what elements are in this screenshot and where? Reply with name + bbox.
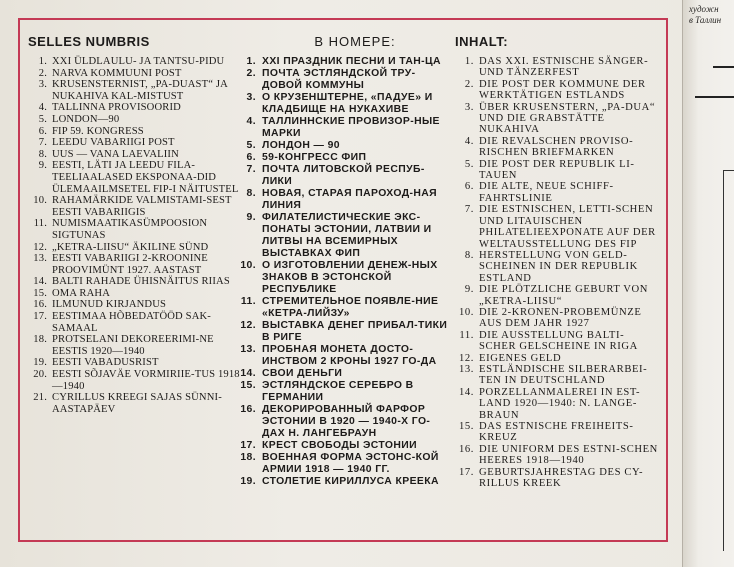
item-title: RAHAMÄRKIDE VALMISTAMI-SEST EESTI VABARIIGIS xyxy=(52,195,232,218)
item-title: ТАЛЛИННСКИЕ ПРОВИЗОР-НЫЕ МАРКИ xyxy=(262,116,440,139)
contents-item xyxy=(240,164,450,188)
contents-item xyxy=(28,56,243,68)
item-title: ЛОНДОН — 90 xyxy=(262,140,340,151)
contents-item xyxy=(240,296,450,320)
contents-item xyxy=(240,380,450,404)
item-title: ÜBER KRUSENSTERN, „PA-DUA“ UND DIE GRABSTÄTTE NUKAHIVA xyxy=(479,101,656,136)
item-title: EESTI VABADUSRIST xyxy=(52,357,159,369)
item-title: HERSTELLUNG VON GELD-SCHEINEN IN DER REPUBLIK ESTLAND xyxy=(479,249,638,284)
item-title: BALTI RAHADE ÜHISNÄITUS RIIAS xyxy=(52,276,230,288)
contents-item xyxy=(240,452,450,476)
item-number: 17. xyxy=(240,440,256,451)
item-number: 12. xyxy=(33,241,47,253)
contents-item xyxy=(28,334,243,357)
item-number: 4. xyxy=(464,135,474,147)
item-number: 13. xyxy=(33,253,47,265)
contents-item xyxy=(28,137,243,149)
adjacent-page-text-line-2: в Таллин xyxy=(689,15,722,25)
item-number: 8. xyxy=(464,249,474,261)
item-number: 17. xyxy=(458,466,474,478)
contents-item xyxy=(28,288,243,300)
contents-list-estonian xyxy=(28,56,243,415)
contents-item xyxy=(240,116,450,140)
contents-item xyxy=(455,181,660,204)
item-title: EESTI, LÄTI JA LEEDU FILA-TEELIAALASED EKSPONAA-DID ÜLEMAAILMSETEL FIP-I NÄITUSTEL xyxy=(52,160,239,195)
item-number: 5. xyxy=(38,113,47,125)
item-title: ПОЧТА ЛИТОВСКОЙ РЕСПУБ-ЛИКИ xyxy=(262,164,425,187)
contents-item xyxy=(455,136,660,159)
contents-item xyxy=(240,260,450,296)
contents-item xyxy=(240,476,450,488)
adjacent-page-edge xyxy=(682,0,734,567)
item-title: FIP 59. KONGRESS xyxy=(52,125,144,137)
contents-item xyxy=(240,92,450,116)
contents-item xyxy=(28,126,243,138)
item-number: 5. xyxy=(246,140,256,151)
item-title: СТОЛЕТИЕ КИРИЛЛУСА КРЕЕКА xyxy=(262,476,439,487)
contents-list-russian xyxy=(240,56,450,488)
item-title: DIE REVALSCHEN PROVISO-RISCHEN BRIEFMARKEN xyxy=(479,135,634,159)
item-title: DIE ALTE, NEUE SCHIFF-FAHRTSLINIE xyxy=(479,181,614,204)
item-number: 16. xyxy=(240,404,256,415)
item-number: 3. xyxy=(464,101,474,113)
item-number: 18. xyxy=(240,452,256,463)
contents-item xyxy=(240,368,450,380)
item-title: ВЫСТАВКА ДЕНЕГ ПРИБАЛ-ТИКИ В РИГЕ xyxy=(262,320,448,343)
item-number: 5. xyxy=(464,158,474,170)
item-number: 1. xyxy=(246,56,256,67)
item-title: О КРУЗЕНШТЕРНЕ, «ПАДУЕ» И КЛАДБИЩЕ НА НУКАХИВЕ xyxy=(262,92,433,115)
item-title: LEEDU VABARIIGI POST xyxy=(52,137,175,149)
item-number: 14. xyxy=(458,386,474,398)
item-title: 59-КОНГРЕСС ФИП xyxy=(262,152,367,163)
item-number: 15. xyxy=(33,287,47,299)
item-title: DIE 2-KRONEN-PROBEMÜNZE AUS DEM JAHR 1927 xyxy=(479,306,642,330)
contents-item xyxy=(455,307,660,330)
contents-item xyxy=(28,149,243,161)
item-number: 8. xyxy=(38,148,47,160)
contents-item xyxy=(28,242,243,254)
contents-item xyxy=(28,369,243,392)
item-number: 15. xyxy=(240,380,256,391)
contents-item xyxy=(28,195,243,218)
item-title: UUS — VANA LAEVALIIN xyxy=(52,148,179,160)
item-number: 2. xyxy=(246,68,256,79)
item-title: ESTLÄNDISCHE SILBERARBEI-TEN IN DEUTSCHLAND xyxy=(479,363,648,387)
item-title: DAS ESTNISCHE FREIHEITS-KREUZ xyxy=(479,421,634,444)
item-title: TALLINNA PROVISOORID xyxy=(52,102,181,114)
item-number: 19. xyxy=(33,357,47,369)
item-number: 16. xyxy=(33,299,47,311)
contents-item xyxy=(28,114,243,126)
contents-item xyxy=(28,392,243,415)
item-number: 7. xyxy=(38,137,47,149)
contents-item xyxy=(240,152,450,164)
item-number: 9. xyxy=(38,160,47,172)
column-german xyxy=(455,34,660,489)
contents-item xyxy=(28,253,243,276)
item-number: 9. xyxy=(246,212,256,223)
contents-item xyxy=(455,79,660,102)
contents-item xyxy=(28,311,243,334)
item-number: 10. xyxy=(458,306,474,318)
item-number: 7. xyxy=(246,164,256,175)
item-title: NARVA KOMMUUNI POST xyxy=(52,67,182,79)
item-number: 6. xyxy=(38,125,47,137)
item-title: PROTSELANI DEKOREERIMI-NE EESTIS 1920—1940 xyxy=(52,334,214,357)
item-title: ILMUNUD KIRJANDUS xyxy=(52,299,167,311)
contents-item xyxy=(455,284,660,307)
contents-item xyxy=(240,56,450,68)
item-number: 7. xyxy=(464,204,474,216)
item-number: 13. xyxy=(240,344,256,355)
item-title: СТРЕМИТЕЛЬНОЕ ПОЯВЛЕ-НИЕ «КЕТРА-ЛИЙЗУ» xyxy=(262,296,439,319)
item-number: 11. xyxy=(459,329,474,341)
item-title: О ИЗГОТОВЛЕНИИ ДЕНЕЖ-НЫХ ЗНАКОВ В ЭСТОНСКОЙ РЕСПУБЛИКЕ xyxy=(262,260,438,295)
contents-item xyxy=(455,421,660,444)
item-number: 4. xyxy=(246,116,256,127)
item-number: 12. xyxy=(240,320,256,331)
item-title: DIE PLÖTZLICHE GEBURT VON „KETRA-LIISU“ xyxy=(479,284,649,307)
contents-item xyxy=(455,444,660,467)
item-number: 12. xyxy=(458,352,474,364)
item-number: 16. xyxy=(458,443,474,455)
item-title: CYRILLUS KREEGI SAJAS SÜNNI-AASTAPÄEV xyxy=(52,392,222,415)
item-title: СВОИ ДЕНЬГИ xyxy=(262,368,343,379)
item-number: 8. xyxy=(246,188,256,199)
item-title: ДЕКОРИРОВАННЫЙ ФАРФОР ЭСТОНИИ В 1920 — 1940-Х ГО-ДАХ Н. ЛАНГЕБРАУН xyxy=(262,404,431,439)
item-number: 13. xyxy=(458,363,474,375)
item-number: 10. xyxy=(240,260,256,271)
item-title: EESTI SÕJAVÄE VORMIRIIE-TUS 1918—1940 xyxy=(52,369,240,392)
contents-item xyxy=(455,159,660,182)
contents-item xyxy=(240,320,450,344)
contents-item xyxy=(28,276,243,288)
contents-item xyxy=(240,188,450,212)
column-heading-german: INHALT: xyxy=(455,34,509,49)
item-number: 14. xyxy=(33,276,47,288)
contents-item xyxy=(455,467,660,490)
item-number: 1. xyxy=(38,56,47,67)
item-number: 1. xyxy=(464,56,474,67)
column-heading-estonian: SELLES NUMBRIS xyxy=(28,34,150,49)
item-number: 2. xyxy=(38,67,47,79)
item-number: 21. xyxy=(33,392,47,404)
item-number: 4. xyxy=(38,102,47,114)
item-number: 3. xyxy=(246,92,256,103)
item-number: 19. xyxy=(240,476,256,487)
adjacent-page-rule xyxy=(695,96,734,98)
contents-item xyxy=(455,387,660,421)
item-title: НОВАЯ, СТАРАЯ ПАРОХОД-НАЯ ЛИНИЯ xyxy=(262,188,438,211)
item-title: DIE POST DER REPUBLIK LI-TAUEN xyxy=(479,158,635,182)
item-title: DIE AUSSTELLUNG BALTI-SCHER GELSCHEINE IN RIGA xyxy=(479,329,638,353)
contents-item xyxy=(455,353,660,364)
contents-item xyxy=(28,68,243,80)
column-heading-russian: В НОМЕРЕ: xyxy=(314,34,396,49)
contents-item xyxy=(240,440,450,452)
item-title: КРЕСТ СВОБОДЫ ЭСТОНИИ xyxy=(262,440,418,451)
item-title: GEBURTSJAHRESTAG DES CY-RILLUS KREEK xyxy=(479,466,644,490)
item-title: NUMISMAATIKASÜMPOOSION SIGTUNAS xyxy=(52,218,208,241)
item-title: KRUSENSTERNIST, „PA-DUAST“ JA NUKAHIVA KAL-MISTUST xyxy=(52,79,228,102)
item-number: 6. xyxy=(246,152,256,163)
contents-item xyxy=(28,218,243,241)
item-title: ПРОБНАЯ МОНЕТА ДОСТО-ИНСТВОМ 2 КРОНЫ 1927 ГО-ДА xyxy=(262,344,437,367)
item-number: 3. xyxy=(38,79,47,91)
item-title: LONDON—90 xyxy=(52,113,120,125)
item-number: 15. xyxy=(458,421,474,432)
contents-item xyxy=(455,56,660,79)
contents-item xyxy=(240,140,450,152)
item-title: XXI ПРАЗДНИК ПЕСНИ И ТАН-ЦА xyxy=(262,56,441,67)
contents-item xyxy=(455,102,660,136)
contents-item xyxy=(455,330,660,353)
item-title: EESTIMAA HÕBEDATÖÖD SAK-SAMAAL xyxy=(52,311,211,334)
contents-item xyxy=(455,364,660,387)
item-title: DIE POST DER KOMMUNE DER WERKTÄTIGEN ESTLANDS xyxy=(479,78,646,102)
item-title: „KETRA-LIISU“ ÄKILINE SÜND xyxy=(52,241,209,253)
contents-item xyxy=(28,299,243,311)
item-title: XXI ÜLDLAULU- JA TANTSU-PIDU xyxy=(52,56,225,67)
item-number: 18. xyxy=(33,334,47,346)
contents-item xyxy=(240,68,450,92)
item-number: 9. xyxy=(464,284,474,296)
contents-item xyxy=(455,250,660,284)
contents-item xyxy=(240,404,450,440)
item-number: 6. xyxy=(464,181,474,193)
item-title: DIE UNIFORM DES ESTNI-SCHEN HEERES 1918—1940 xyxy=(479,443,658,467)
item-title: ЭСТЛЯНДСКОЕ СЕРЕБРО В ГЕРМАНИИ xyxy=(262,380,414,403)
contents-item xyxy=(28,357,243,369)
item-title: ПОЧТА ЭСТЛЯНДСКОЙ ТРУ-ДОВОЙ КОММУНЫ xyxy=(262,68,416,91)
column-russian xyxy=(240,34,450,488)
item-number: 11. xyxy=(240,296,256,307)
item-title: DIE ESTNISCHEN, LETTI-SCHEN UND LITAUISCHEN PHILATELIEEXPONATE AUF DER WELTAUSSTELLUNG DES FIP xyxy=(479,204,656,250)
contents-list-german xyxy=(455,56,660,489)
item-number: 14. xyxy=(240,368,256,379)
item-title: EIGENES GELD xyxy=(479,352,562,364)
contents-item xyxy=(240,212,450,260)
item-title: OMA RAHA xyxy=(52,287,111,299)
contents-item xyxy=(28,79,243,102)
item-title: ВОЕННАЯ ФОРМА ЭСТОНС-КОЙ АРМИИ 1918 — 1940 ГГ. xyxy=(262,452,439,475)
adjacent-page-box xyxy=(723,170,734,551)
item-number: 20. xyxy=(33,369,47,381)
adjacent-page-text-line-1: художн xyxy=(689,4,719,14)
item-number: 2. xyxy=(464,78,474,90)
item-number: 11. xyxy=(33,218,47,230)
item-number: 10. xyxy=(33,195,47,207)
adjacent-page-rule xyxy=(713,66,734,68)
item-title: EESTI VABARIIGI 2-KROONINE PROOVIMÜNT 1927. AASTAST xyxy=(52,253,208,276)
item-title: ФИЛАТЕЛИСТИЧЕСКИЕ ЭКС-ПОНАТЫ ЭСТОНИИ, ЛАТВИИ И ЛИТВЫ НА ВСЕМИРНЫХ ВЫСТАВКАХ ФИП xyxy=(262,212,432,259)
contents-item xyxy=(28,160,243,195)
item-title: DAS XXI. ESTNISCHE SÄNGER-UND TÄNZERFEST xyxy=(479,56,649,79)
contents-item xyxy=(28,102,243,114)
item-title: PORZELLANMALEREI IN EST-LAND 1920—1940: N. LANGE-BRAUN xyxy=(479,386,641,421)
contents-item xyxy=(455,204,660,250)
contents-item xyxy=(240,344,450,368)
column-estonian xyxy=(28,34,243,415)
item-number: 17. xyxy=(33,311,47,323)
